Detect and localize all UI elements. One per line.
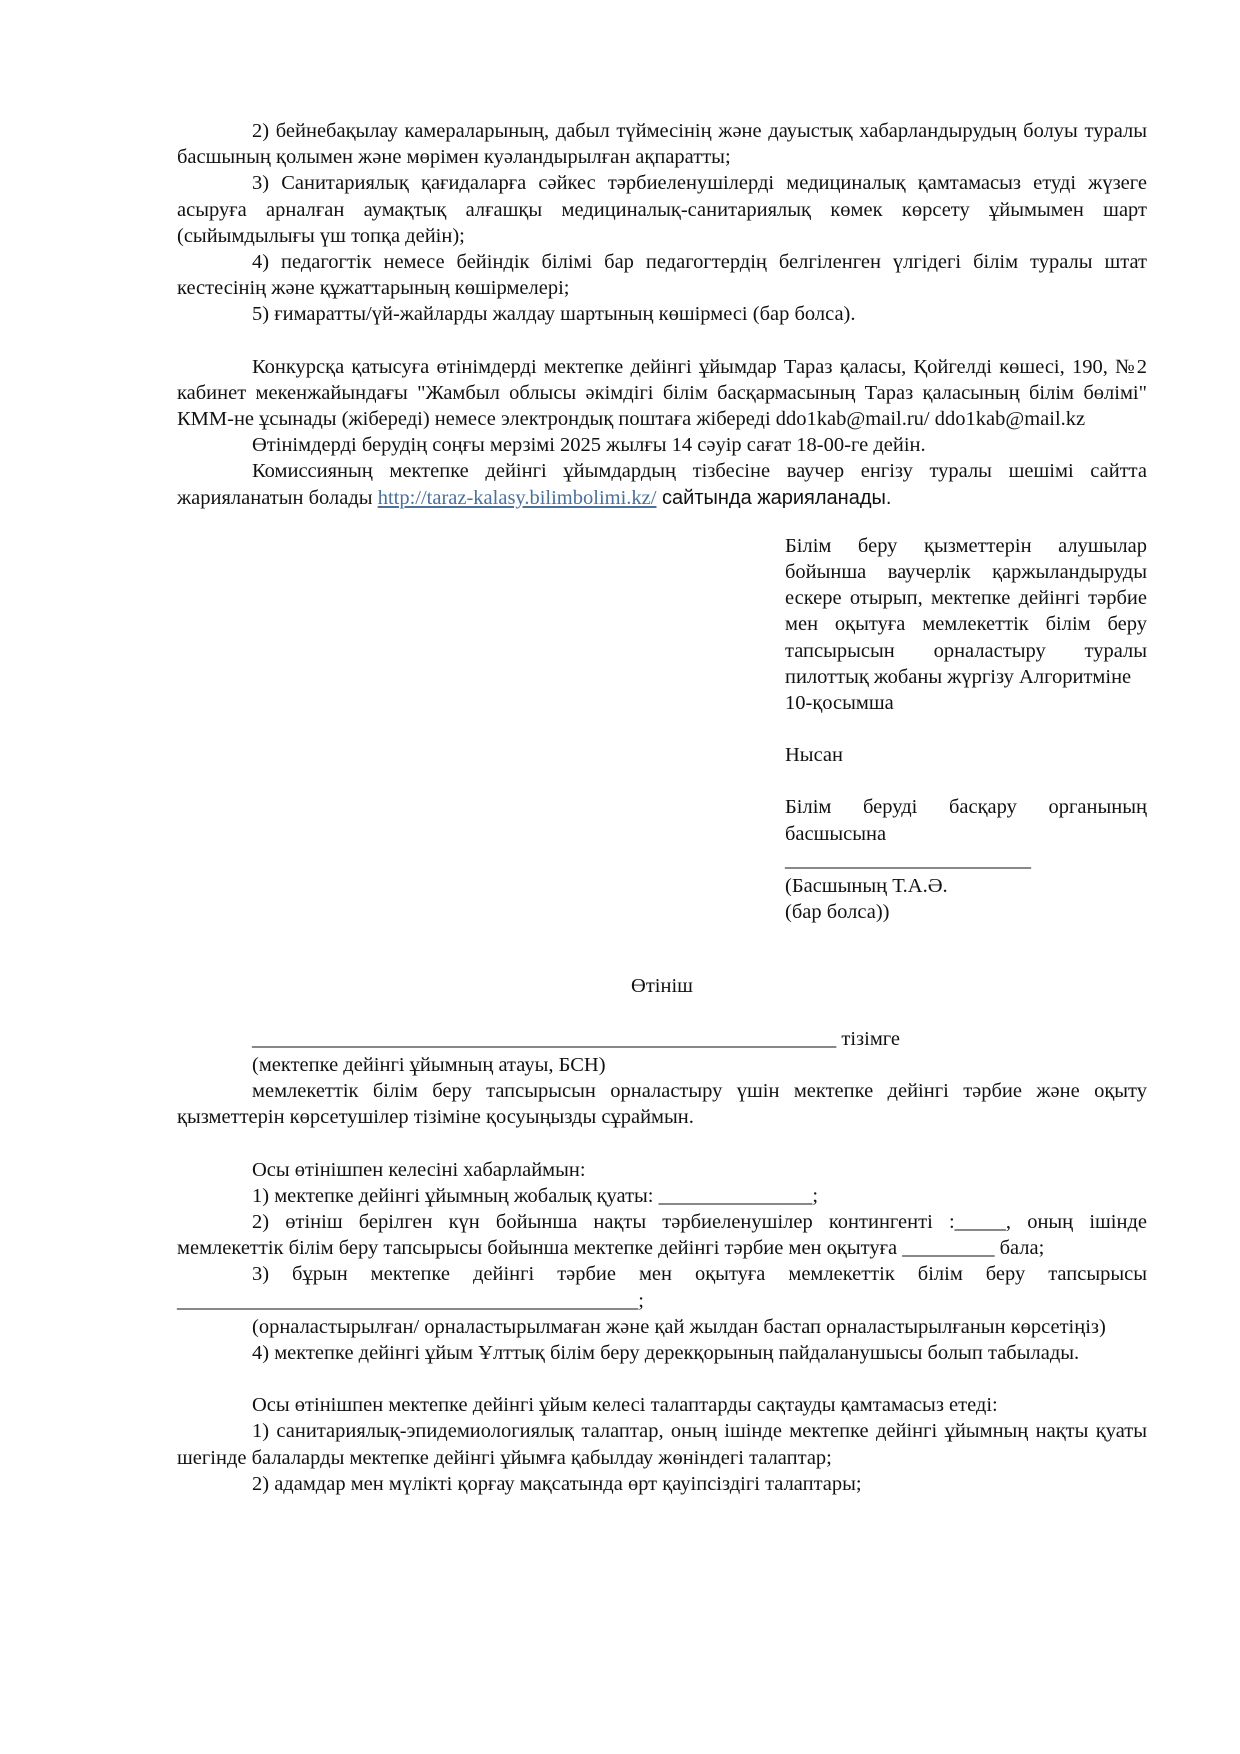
org-name-caption: (мектепке дейінгі ұйымның атауы, БСН) <box>252 1053 606 1076</box>
head-name-caption: (Басшының Т.А.Ә. <box>785 875 948 898</box>
annex-reference: Білім беру қызметтерін алушылар бойынша ваучерлік қаржыландыруды ескере отырып, мектепке дейінгі тәрбие мен оқытуға мемлекеттік білім беру тапсырысын орналастыру туралы пилоттық жобаны жүргізу Алгоритміне <box>785 534 1147 688</box>
inform-intro: Осы өтінішпен келесіні хабарлаймын: <box>252 1158 586 1181</box>
form-label: Нысан <box>785 744 843 767</box>
decision-text: Комиссияның мектепке дейінгі ұйымдардың тізбесіне ваучер енгізу туралы шешімі сайтта жарияланатын болады <box>177 460 1147 509</box>
ensure-item-2: 2) адамдар мен мүлікті қорғау мақсатында өрт қауіпсіздігі талаптары; <box>252 1472 862 1495</box>
inform-item-3-note: (орналастырылған/ орналастырылмаған және қай жылдан бастап орналастырылғанын көрсетіңіз) <box>252 1315 1106 1338</box>
addressee: Білім беруді басқару органының басшысына <box>785 796 1147 845</box>
application-title: Өтініш <box>631 975 693 998</box>
website-link[interactable]: http://taraz-kalasy.bilimbolimi.kz/ <box>377 486 657 509</box>
annex-number: 10-қосымша <box>785 692 894 715</box>
intro-item-3: 3) Санитариялық қағидаларға сәйкес тәрбиеленушілерді медициналық қамтамасыз етуді жүзеге асыруға арналған аумақтық алғашқы медициналық-санитариялық көмек көрсету ұйымымен шарт (сыйымдылығы үш топқа дейін); <box>177 172 1147 247</box>
decision-tail: сайтында жарияланады. <box>656 486 892 509</box>
org-name-line: _________________________________________________________ тізімге <box>252 1027 901 1050</box>
intro-item-4: 4) педагогтік немесе бейіндік білімі бар педагогтердің белгіленген үлгідегі білім туралы штат кестесінің және құжаттарының көшірмелері; <box>177 251 1147 300</box>
document-body <box>177 118 1147 1497</box>
inform-item-1: 1) мектепке дейінгі ұйымның жобалық қуаты: _______________; <box>252 1184 819 1207</box>
inform-item-3-blank: _____________________________________________; <box>177 1289 644 1312</box>
annex-block <box>785 533 1147 926</box>
ensure-intro: Осы өтінішпен мектепке дейінгі ұйым келесі талаптарды сақтауды қамтамасыз етеді: <box>252 1394 998 1417</box>
deadline-paragraph: Өтінімдерді берудің соңғы мерзімі 2025 жылғы 14 сәуір сағат 18-00-ге дейін. <box>252 434 926 457</box>
intro-item-2: 2) бейнебақылау камераларының, дабыл түймесінің және дауыстық хабарландырудың болуы туралы басшының қолымен және мөрімен куәландырылған ақпаратты; <box>177 120 1147 169</box>
inform-item-2: 2) өтініш берілген күн бойынша нақты тәрбиеленушілер контингенті :_____, оның ішінде мемлекеттік білім беру тапсырысы бойынша мектепке дейінгі тәрбие мен оқытуға _________ бала; <box>177 1210 1147 1260</box>
if-any-caption: (бар болса)) <box>785 901 890 924</box>
spacer <box>177 328 1147 354</box>
inform-item-3: 3) бұрын мектепке дейінгі тәрбие мен оқытуға мемлекеттік білім беру тапсырысы <box>252 1263 1147 1286</box>
head-name-blank: ________________________ <box>785 848 1031 871</box>
decision-paragraph <box>177 458 1147 510</box>
submission-paragraph: Конкурсқа қатысуға өтінімдерді мектепке дейінгі ұйымдар Тараз қаласы, Қойгелді көшесі, 190, №2 кабинет мекенжайындағы "Жамбыл облысы әкімдігі білім басқармасының Тараз қаласының білім бөлімі" КММ-не ұсынады (жібереді) немесе электрондық поштаға жібереді ddo1kab@mail.ru/ ddo1kab@mail.kz <box>177 355 1147 431</box>
intro-item-5: 5) ғимаратты/үй-жайларды жалдау шартының көшірмесі (бар болса). <box>252 303 856 326</box>
request-paragraph: мемлекеттік білім беру тапсырысын орналастыру үшін мектепке дейінгі тәрбие және оқыту қызметтерін көрсетушілер тізіміне қосуыңызды сұраймын. <box>177 1080 1147 1129</box>
inform-item-4: 4) мектепке дейінгі ұйым Ұлттық білім беру дерекқорының пайдаланушысы болып табылады. <box>252 1341 1080 1364</box>
ensure-item-1: 1) санитариялық-эпидемиологиялық талаптар, оның ішінде мектепке дейінгі ұйымның нақты қуаты шегінде балаларды мектепке дейінгі ұйымға қабылдау жөніндегі талаптар; <box>177 1420 1147 1469</box>
